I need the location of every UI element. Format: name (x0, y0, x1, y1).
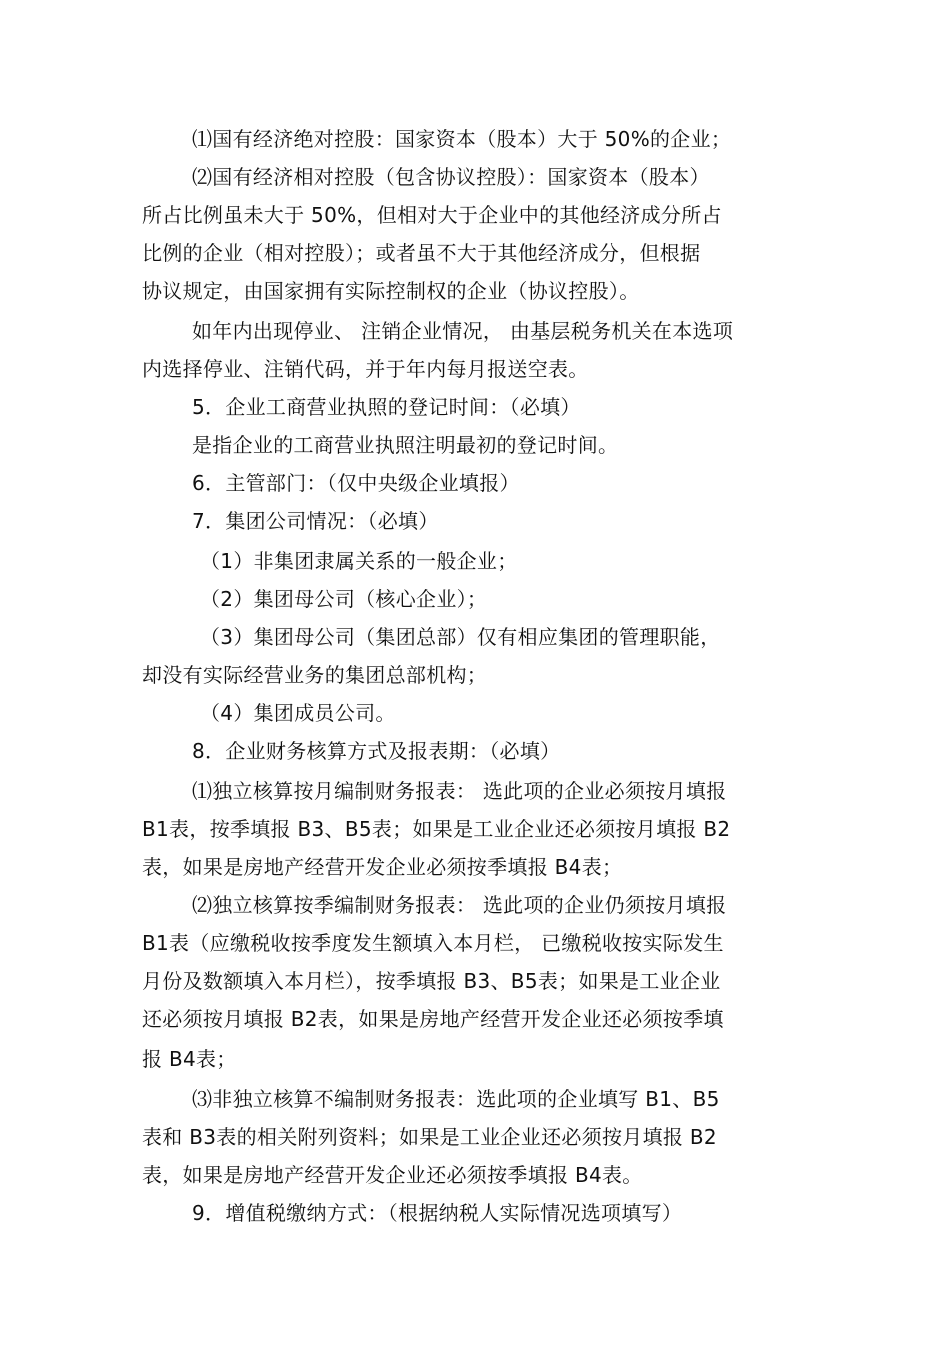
paragraph-line: B1表，按季填报 B3、B5表；如果是工业企业还必须按月填报 B2 (142, 817, 731, 841)
list-item: （4）集团成员公司。 (200, 701, 396, 725)
paragraph-line: ⑶非独立核算不编制财务报表：选此项的企业填写 B1、B5 (192, 1087, 720, 1111)
list-item: （3）集团母公司（集团总部）仅有相应集团的管理职能， (200, 625, 721, 649)
section-heading: 6．主管部门：（仅中央级企业填报） (192, 471, 520, 495)
section-heading: 5．企业工商营业执照的登记时间：（必填） (192, 395, 581, 419)
list-item: （2）集团母公司（核心企业）； (200, 587, 488, 611)
paragraph-line: ⑵独立核算按季编制财务报表： 选此项的企业仍须按月填报 (192, 893, 727, 917)
paragraph-line: 报 B4表； (142, 1047, 237, 1071)
paragraph-line: 所占比例虽未大于 50%，但相对大于企业中的其他经济成分所占 (142, 203, 722, 227)
paragraph-line: 却没有实际经营业务的集团总部机构； (142, 663, 488, 687)
paragraph-line: 还必须按月填报 B2表，如果是房地产经营开发企业还必须按季填 (142, 1007, 724, 1031)
paragraph-line: ⑴国有经济绝对控股：国家资本（股本）大于 50%的企业； (192, 127, 732, 151)
paragraph-line: 协议规定，由国家拥有实际控制权的企业（协议控股）。 (142, 279, 640, 303)
paragraph-line: 内选择停业、注销代码，并于年内每月报送空表。 (142, 357, 589, 381)
paragraph-line: ⑵国有经济相对控股（包含协议控股）：国家资本（股本） (192, 165, 710, 189)
paragraph-line: 是指企业的工商营业执照注明最初的登记时间。 (192, 433, 619, 457)
paragraph-line: ⑴独立核算按月编制财务报表： 选此项的企业必须按月填报 (192, 779, 727, 803)
list-item: （1）非集团隶属关系的一般企业； (200, 549, 518, 573)
section-heading: 8．企业财务核算方式及报表期：（必填） (192, 739, 561, 763)
paragraph-line: 表，如果是房地产经营开发企业还必须按季填报 B4表。 (142, 1163, 643, 1187)
paragraph-line: 比例的企业（相对控股）；或者虽不大于其他经济成分，但根据 (142, 241, 701, 265)
paragraph-line: 如年内出现停业、 注销企业情况， 由基层税务机关在本选项 (192, 319, 734, 343)
section-heading: 7．集团公司情况：（必填） (192, 509, 439, 533)
paragraph-line: 表，如果是房地产经营开发企业必须按季填报 B4表； (142, 855, 623, 879)
paragraph-line: 月份及数额填入本月栏），按季填报 B3、B5表；如果是工业企业 (142, 969, 721, 993)
paragraph-line: B1表（应缴税收按季度发生额填入本月栏， 已缴税收按实际发生 (142, 931, 724, 955)
paragraph-line: 表和 B3表的相关附列资料；如果是工业企业还必须按月填报 B2 (142, 1125, 717, 1149)
section-heading: 9．增值税缴纳方式：（根据纳税人实际情况选项填写） (192, 1201, 683, 1225)
